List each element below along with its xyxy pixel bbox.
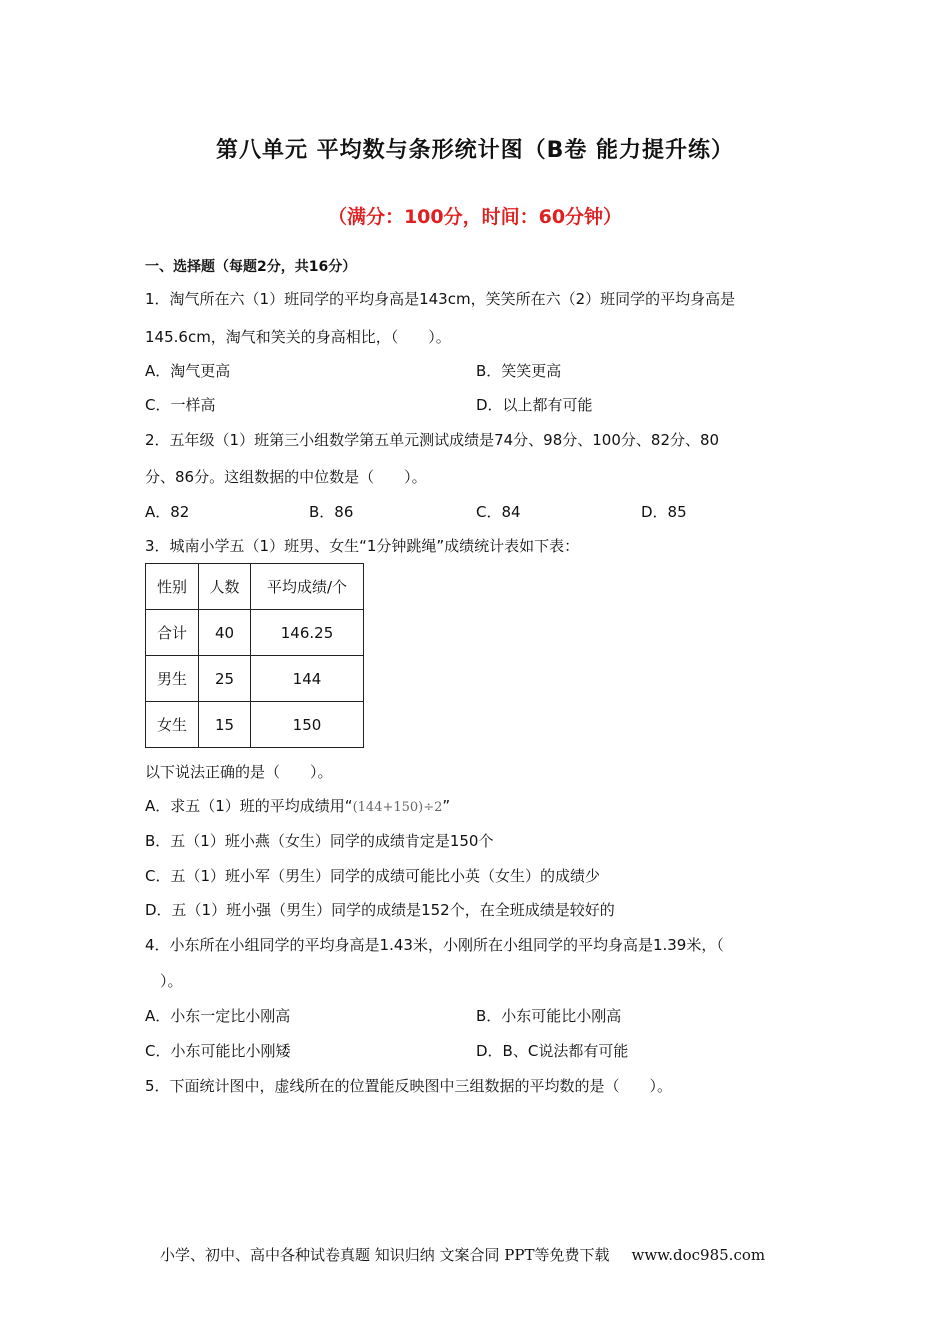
table-row (146, 656, 364, 702)
table-header-cell: 人数 (199, 564, 251, 610)
footer-text: 小学、初中、高中各种试卷真题 知识归纳 文案合同 PPT等免费下载 (160, 1246, 610, 1264)
table-header-cell: 性别 (146, 564, 199, 610)
q4-option-c: C．小东可能比小刚矮 (145, 1042, 291, 1060)
q3-option-c: C．五（1）班小军（男生）同学的成绩可能比小英（女生）的成绩少 (145, 867, 601, 885)
table-cell: 150 (251, 702, 364, 748)
table-row (146, 702, 364, 748)
table-cell: 男生 (146, 656, 199, 702)
q4-option-a: A．小东一定比小刚高 (145, 1007, 291, 1025)
table-cell: 40 (199, 610, 251, 656)
q4-stem-line1: 4．小东所在小组同学的平均身高是1.43米，小刚所在小组同学的平均身高是1.39米，（ (145, 936, 724, 954)
q3-option-a (145, 796, 450, 818)
score-time-subtitle: （满分：100分，时间：60分钟） (327, 206, 623, 228)
q4-option-b: B．小东可能比小刚高 (476, 1007, 622, 1025)
q3-stem: 3．城南小学五（1）班男、女生“1分钟跳绳”成绩统计表如下表： (145, 537, 580, 555)
table-cell: 合计 (146, 610, 199, 656)
table-header-cell: 平均成绩/个 (251, 564, 364, 610)
footer-site-link[interactable]: www.doc985.com (631, 1246, 766, 1264)
q3-option-d: D．五（1）班小强（男生）同学的成绩是152个，在全班成绩是较好的 (145, 901, 615, 919)
q5-stem: 5．下面统计图中，虚线所在的位置能反映图中三组数据的平均数的是（ ）。 (145, 1077, 673, 1095)
q1-option-d: D．以上都有可能 (476, 396, 593, 414)
page-title: 第八单元 平均数与条形统计图（B卷 能力提升练） (215, 138, 735, 163)
q1-option-b: B．笑笑更高 (476, 362, 562, 380)
q2-option-b: B．86 (309, 503, 354, 521)
q2-option-d: D．85 (641, 503, 687, 521)
q1-option-a: A．淘气更高 (145, 362, 231, 380)
q1-stem-line1: 1．淘气所在六（1）班同学的平均身高是143cm，笑笑所在六（2）班同学的平均身高是 (145, 290, 736, 308)
q2-option-c: C．84 (476, 503, 521, 521)
table-row (146, 610, 364, 656)
q1-option-c: C．一样高 (145, 396, 216, 414)
table-cell: 15 (199, 702, 251, 748)
q4-stem-line2: ）。 (145, 972, 183, 990)
section-heading: 一、选择题（每题2分，共16分） (145, 259, 357, 275)
average-formula: (144+150)÷2 (352, 800, 443, 815)
q1-stem-line2: 145.6cm，淘气和笑关的身高相比，（ ）。 (145, 328, 451, 346)
score-table (145, 563, 364, 748)
q2-stem-line2: 分、86分。这组数据的中位数是（ ）。 (145, 468, 427, 486)
table-cell: 144 (251, 656, 364, 702)
q3-option-a-text: A．求五（1）班的平均成绩用“ (145, 797, 353, 815)
q3-option-b: B．五（1）班小燕（女生）同学的成绩肯定是150个 (145, 832, 494, 850)
q2-option-a: A．82 (145, 503, 190, 521)
q4-option-d: D．B、C说法都有可能 (476, 1042, 629, 1060)
table-cell: 146.25 (251, 610, 364, 656)
footer (160, 1244, 765, 1265)
q2-stem-line1: 2．五年级（1）班第三小组数学第五单元测试成绩是74分、98分、100分、82分、80 (145, 431, 720, 449)
q3-prompt: 以下说法正确的是（ ）。 (145, 763, 333, 781)
q3-option-a-close: ” (442, 797, 451, 815)
table-cell: 25 (199, 656, 251, 702)
table-cell: 女生 (146, 702, 199, 748)
table-header-row (146, 564, 364, 610)
